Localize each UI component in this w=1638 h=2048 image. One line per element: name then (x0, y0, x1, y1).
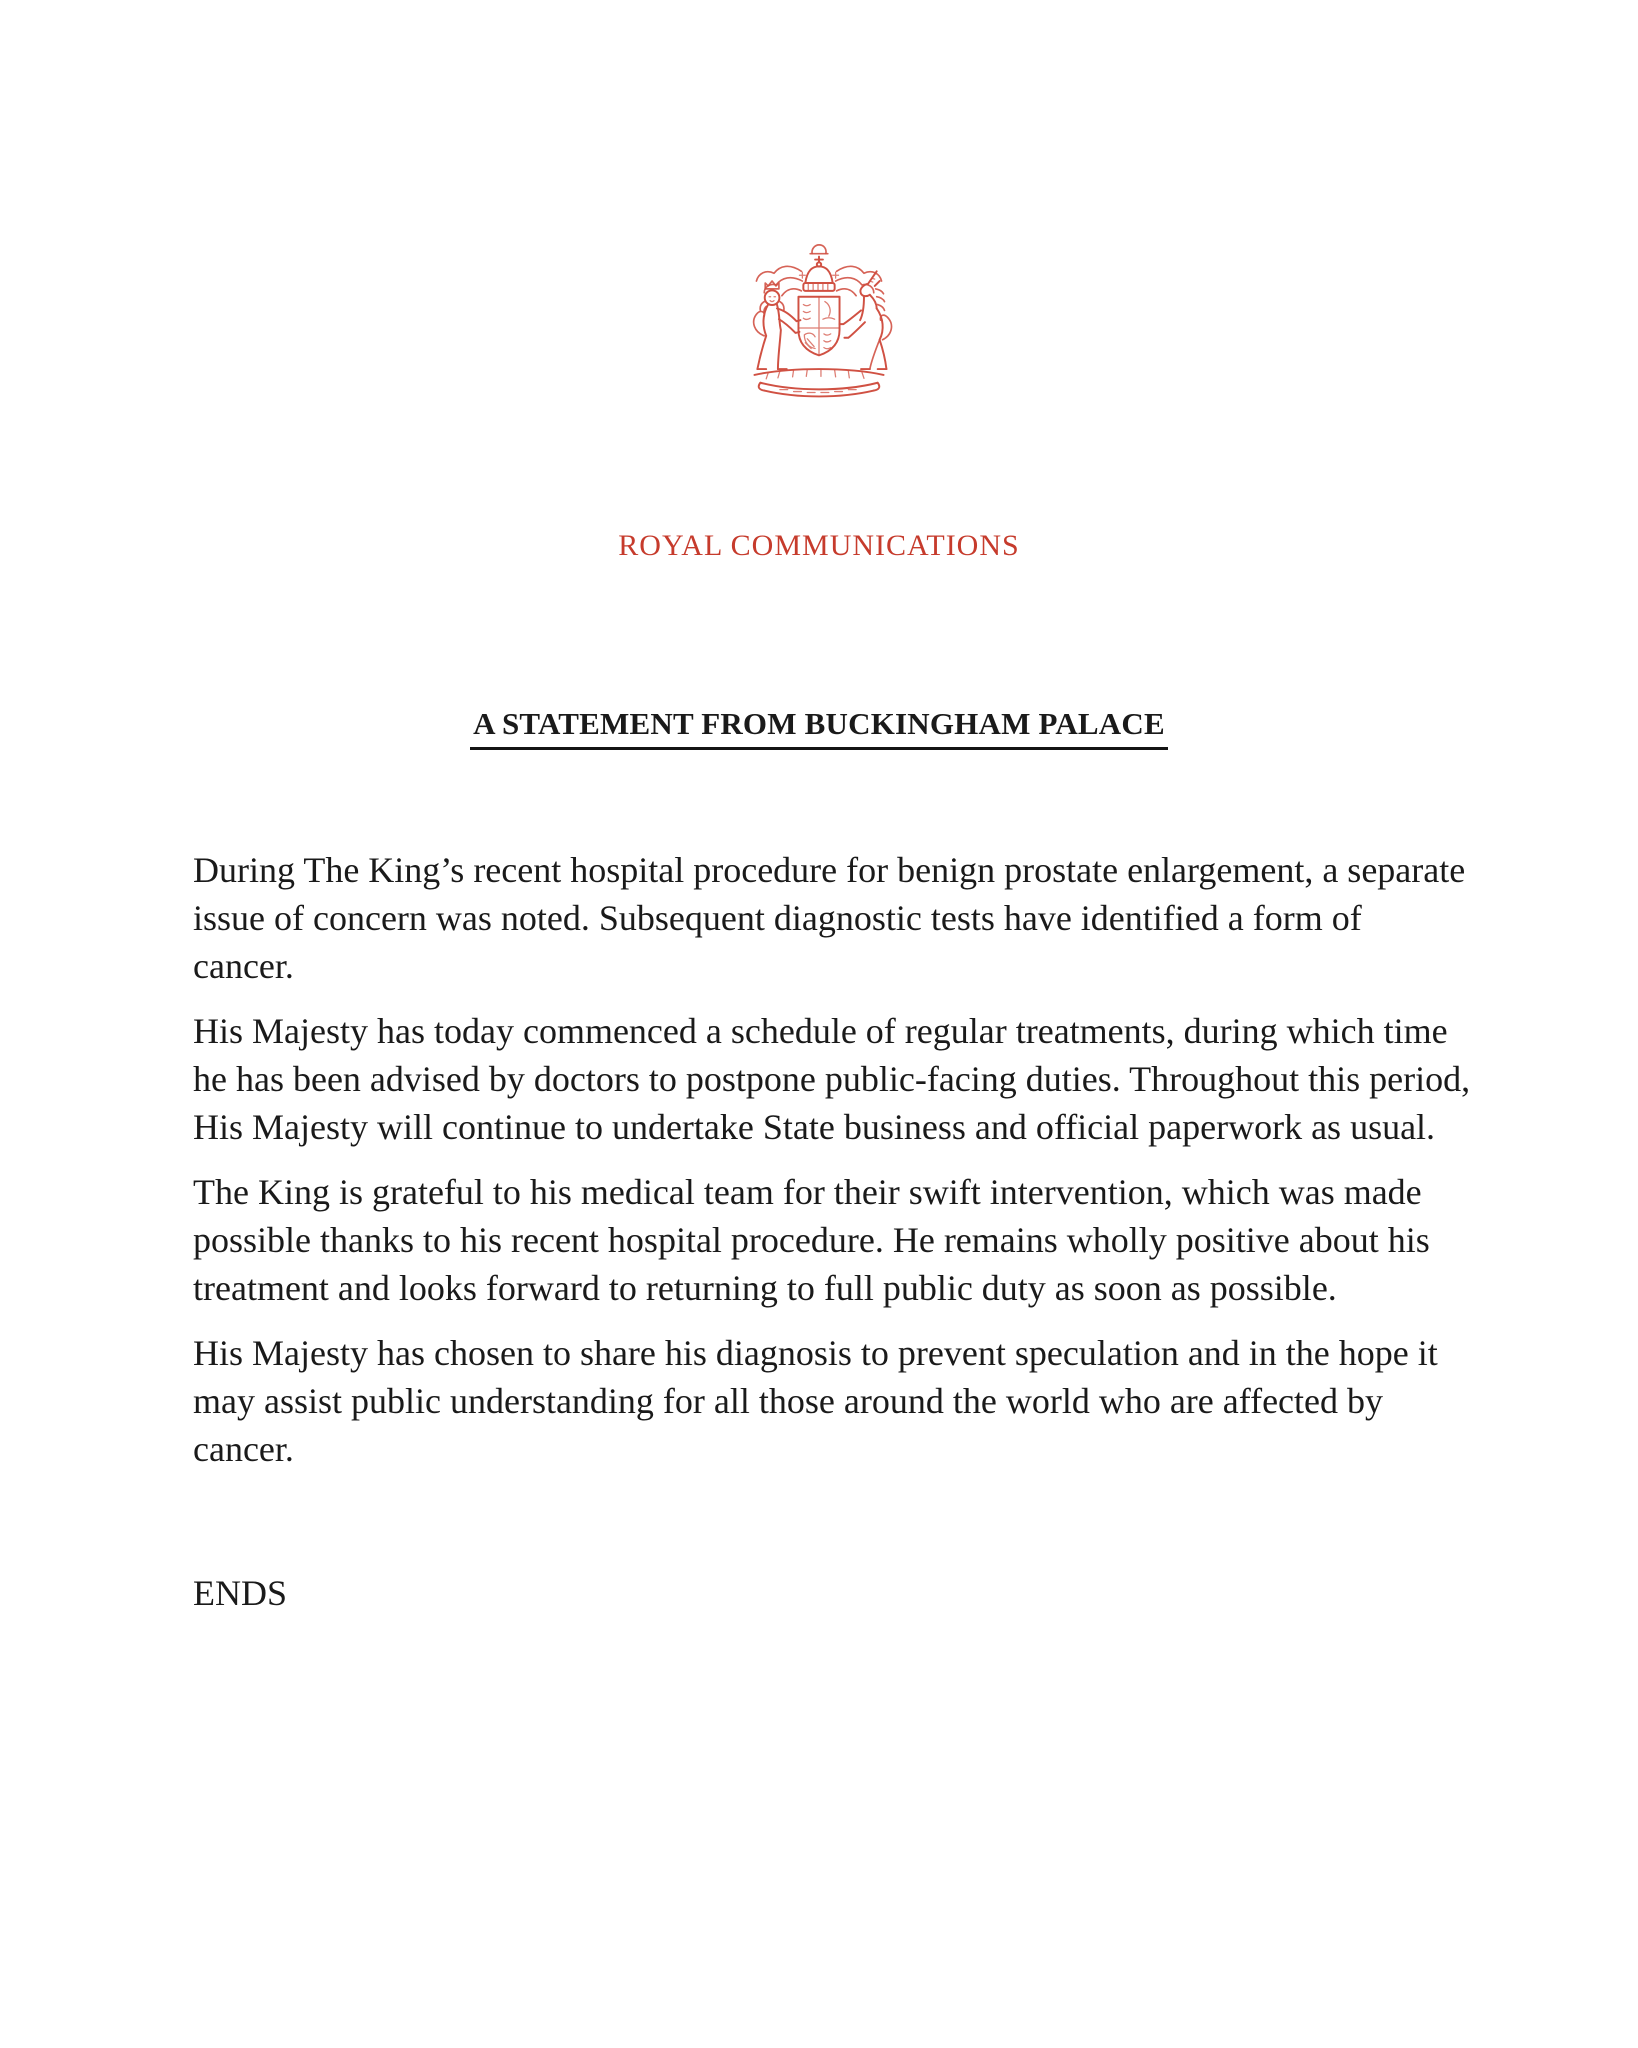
ends-label: ENDS (193, 1573, 288, 1613)
statement-title: A STATEMENT FROM BUCKINGHAM PALACE (470, 704, 1168, 750)
statement-paragraph-3: The King is grateful to his medical team for their swift intervention, which was made possible thanks to his recent hospital procedure. He remains wholly positive about his treatment and looks forward to returning to full public duty as soon as possible. (193, 1172, 1430, 1308)
statement-paragraph-4: His Majesty has chosen to share his diagnosis to prevent speculation and in the hope it may assist public understanding for all those around the world who are affected by cancer. (193, 1333, 1438, 1469)
statement-body (0, 846, 1638, 1473)
statement-title-row (0, 704, 1638, 750)
letterhead-organisation: ROYAL COMMUNICATIONS (618, 529, 1020, 562)
statement-paragraph-2: His Majesty has today commenced a schedule of regular treatments, during which time he has been advised by doctors to postpone public-facing duties. Throughout this period, His Majesty will continue to undertake State business and official paperwork as usual. (193, 1011, 1471, 1147)
statement-paragraph-1: During The King’s recent hospital procedure for benign prostate enlargement, a separate issue of concern was noted. Subsequent diagnostic tests have identified a form of cancer. (193, 850, 1466, 986)
royal-coat-of-arms-icon (721, 240, 917, 416)
